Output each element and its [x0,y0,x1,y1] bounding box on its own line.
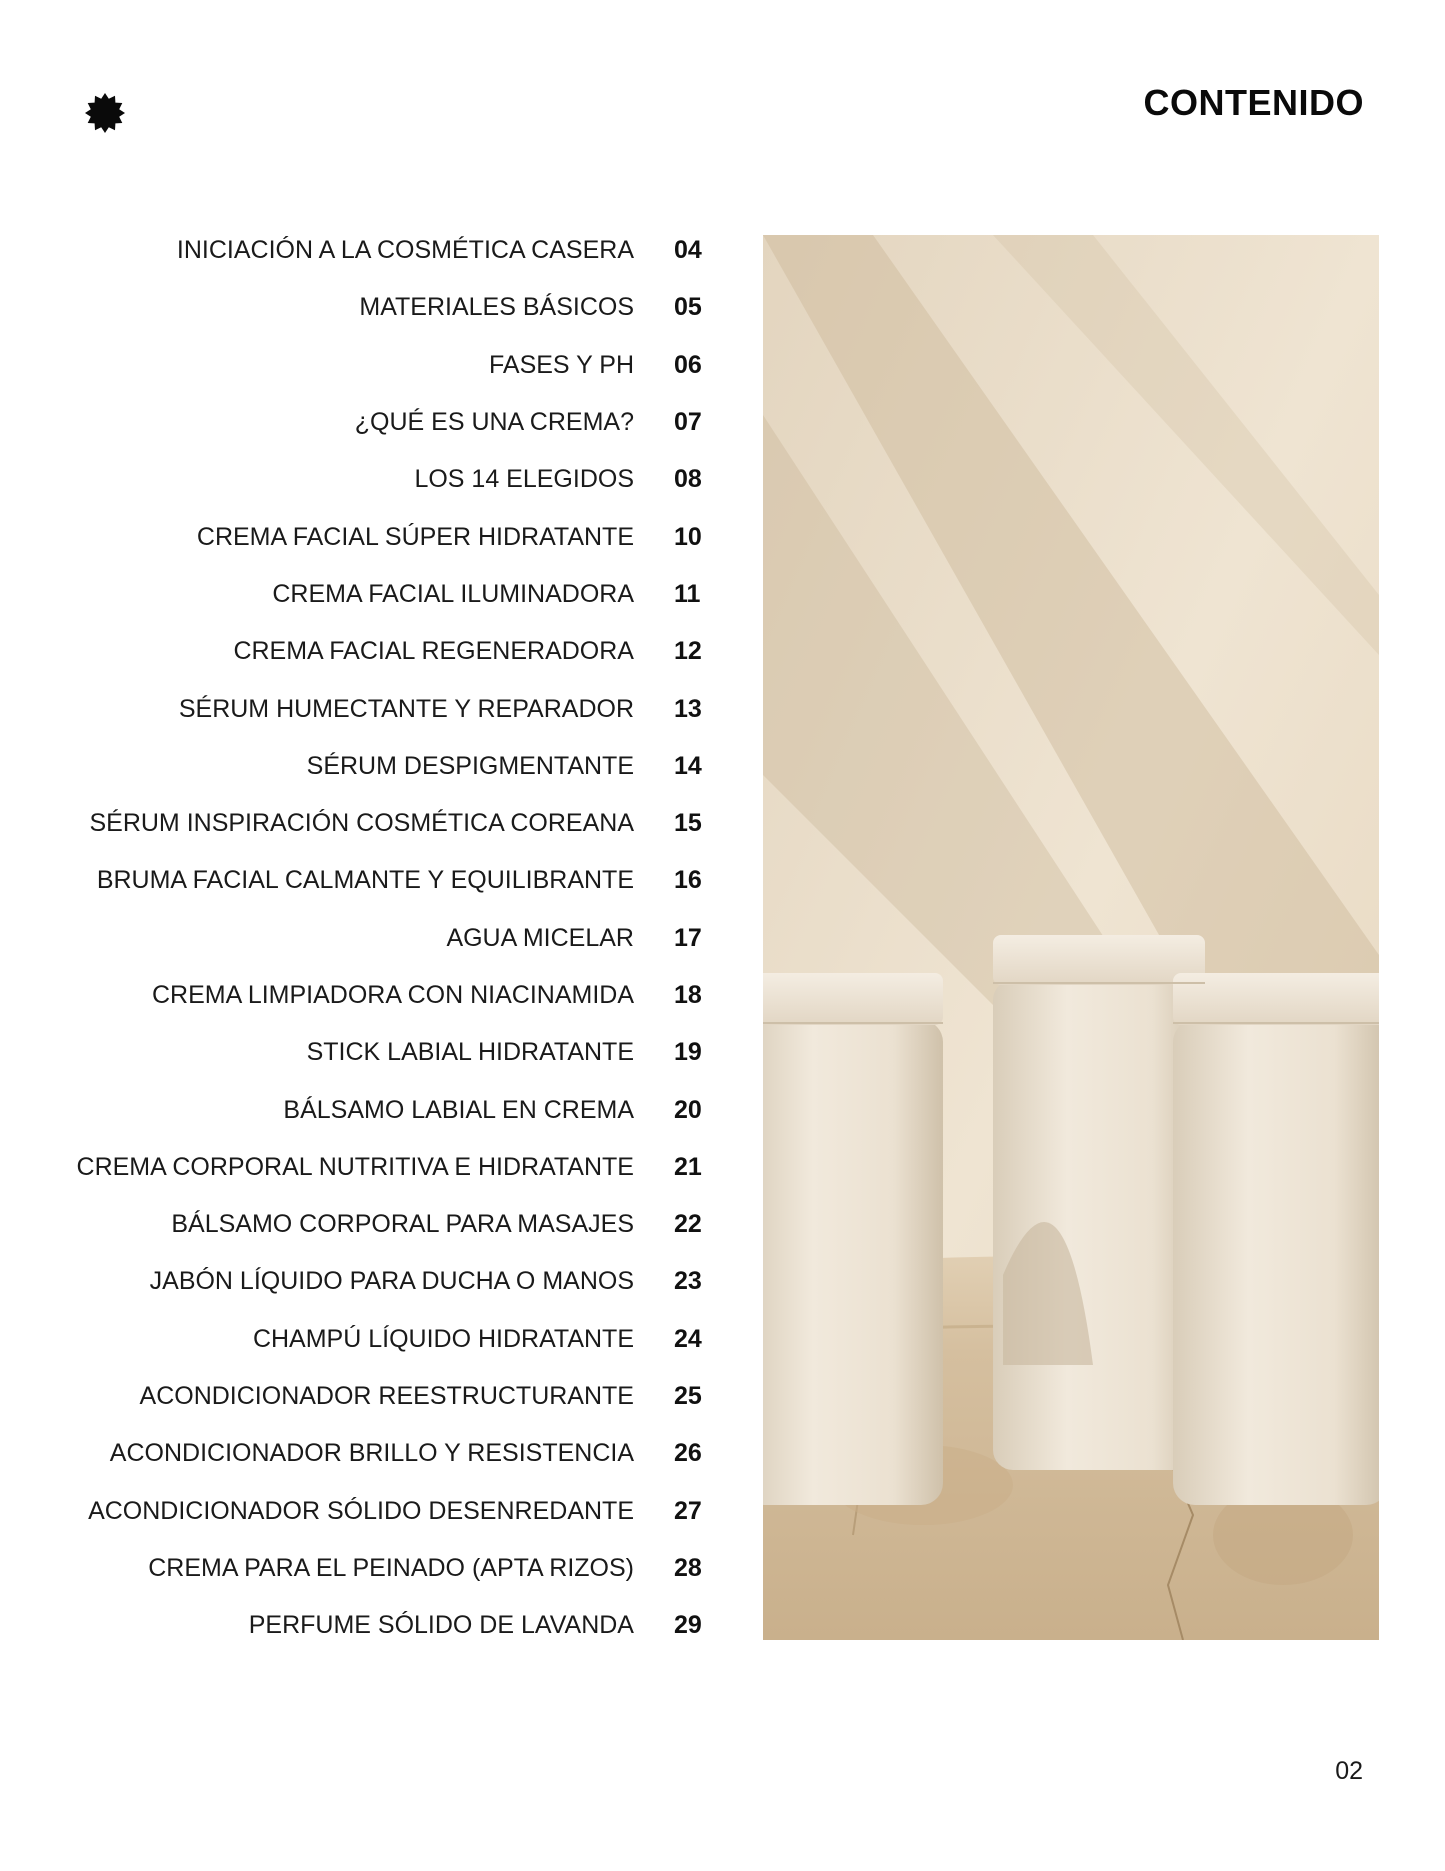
toc-entry[interactable] [60,623,740,680]
toc-entry-title: CREMA PARA EL PEINADO (APTA RIZOS) [148,1553,634,1582]
toc-entry[interactable] [60,1024,740,1081]
toc-entry[interactable] [60,910,740,967]
toc-entry-page-number: 05 [674,293,702,322]
sunburst-star-icon [84,92,126,134]
toc-entry-page-number: 07 [674,408,702,437]
toc-entry-title: CREMA FACIAL REGENERADORA [233,637,634,666]
page-title: CONTENIDO [1143,82,1364,123]
toc-entry-page-number: 28 [674,1553,702,1582]
toc-entry-title: JABÓN LÍQUIDO PARA DUCHA O MANOS [149,1267,634,1296]
toc-entry-page-number: 18 [674,981,702,1009]
toc-entry[interactable] [60,337,740,394]
toc-entry[interactable] [60,1139,740,1196]
toc-entry-page-number: 11 [674,579,701,608]
toc-entry-title: PERFUME SÓLIDO DE LAVANDA [248,1611,634,1640]
toc-entry-page-number: 20 [674,1095,702,1124]
toc-entry-title: BRUMA FACIAL CALMANTE Y EQUILIBRANTE [96,866,634,895]
toc-entry[interactable] [60,566,740,623]
toc-entry-page-number: 21 [674,1152,702,1181]
toc-entry-title: SÉRUM DESPIGMENTANTE [306,751,634,780]
toc-entry-title: CHAMPÚ LÍQUIDO HIDRATANTE [252,1324,634,1353]
table-of-contents [60,222,740,1654]
toc-entry[interactable] [60,222,740,279]
toc-entry-page-number: 13 [674,694,702,723]
toc-entry-page-number: 23 [674,1267,702,1296]
toc-entry-page-number: 29 [674,1611,702,1640]
toc-entry[interactable] [60,394,740,451]
toc-entry-page-number: 10 [674,522,702,551]
toc-entry-title: CREMA FACIAL SÚPER HIDRATANTE [196,522,634,551]
toc-entry-title: BÁLSAMO CORPORAL PARA MASAJES [171,1210,634,1239]
toc-entry-page-number: 17 [674,923,702,952]
toc-entry-title: ACONDICIONADOR BRILLO Y RESISTENCIA [109,1439,634,1468]
toc-entry[interactable] [60,795,740,852]
toc-entry-page-number: 16 [674,866,702,895]
toc-entry[interactable] [60,451,740,508]
toc-entry-page-number: 15 [674,809,702,838]
toc-entry-title: SÉRUM INSPIRACIÓN COSMÉTICA COREANA [89,809,634,838]
toc-entry-page-number: 19 [674,1038,702,1067]
toc-entry-title: ¿QUÉ ES UNA CREMA? [354,408,634,437]
toc-entry-title: INICIACIÓN A LA COSMÉTICA CASERA [176,236,634,265]
toc-entry[interactable] [60,852,740,909]
toc-entry-title: CREMA LIMPIADORA CON NIACINAMIDA [151,981,634,1009]
toc-entry-page-number: 25 [674,1382,702,1411]
toc-entry-page-number: 14 [674,751,702,780]
toc-entry[interactable] [60,279,740,336]
toc-entry[interactable] [60,1081,740,1138]
toc-entry-page-number: 04 [674,236,702,265]
toc-entry-title: ACONDICIONADOR REESTRUCTURANTE [139,1382,634,1411]
toc-entry-title: BÁLSAMO LABIAL EN CREMA [283,1095,634,1124]
toc-entry[interactable] [60,1597,740,1654]
toc-entry-page-number: 26 [674,1439,702,1468]
toc-entry[interactable] [60,1368,740,1425]
toc-entry-title: AGUA MICELAR [446,923,634,952]
toc-entry-title: CREMA FACIAL ILUMINADORA [272,579,634,608]
toc-entry-page-number: 08 [674,465,702,494]
cosmetic-jars-photo [763,235,1379,1640]
toc-entry[interactable] [60,1425,740,1482]
toc-entry[interactable] [60,508,740,565]
toc-entry-title: CREMA CORPORAL NUTRITIVA E HIDRATANTE [76,1152,634,1181]
toc-entry-title: ACONDICIONADOR SÓLIDO DESENREDANTE [88,1496,634,1525]
toc-entry[interactable] [60,738,740,795]
toc-entry[interactable] [60,1253,740,1310]
toc-entry-title: MATERIALES BÁSICOS [359,293,634,322]
toc-entry[interactable] [60,1196,740,1253]
toc-entry-title: SÉRUM HUMECTANTE Y REPARADOR [178,694,634,723]
toc-entry-page-number: 24 [674,1324,702,1353]
toc-entry-page-number: 27 [674,1496,702,1525]
page-number: 02 [1335,1757,1363,1785]
toc-entry-title: FASES Y PH [489,350,634,379]
toc-entry[interactable] [60,1483,740,1540]
toc-entry-page-number: 22 [674,1210,702,1239]
toc-entry[interactable] [60,1311,740,1368]
toc-entry[interactable] [60,680,740,737]
toc-entry-page-number: 12 [674,637,702,666]
toc-entry[interactable] [60,1540,740,1597]
toc-entry-title: STICK LABIAL HIDRATANTE [306,1038,634,1067]
toc-entry-title: LOS 14 ELEGIDOS [414,465,634,494]
toc-entry[interactable] [60,967,740,1024]
toc-entry-page-number: 06 [674,350,702,379]
